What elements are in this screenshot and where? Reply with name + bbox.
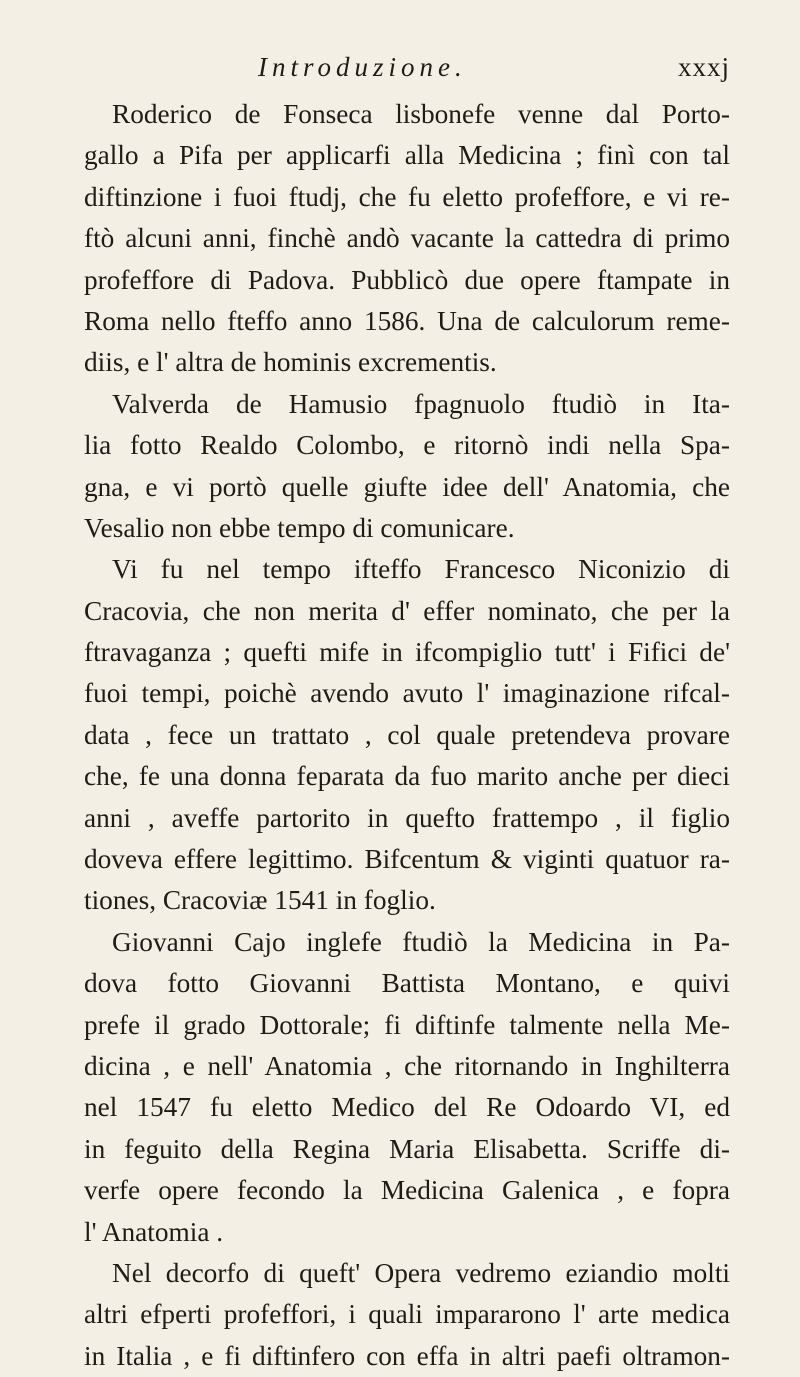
text-line: Vesalio non ebbe tempo di comunicare. bbox=[84, 512, 515, 543]
text-line: Vi fu nel tempo ifteffo Francesco Niconizio di bbox=[112, 554, 730, 585]
page-number: xxxj bbox=[677, 52, 730, 82]
text-line: diis, e l' altra de hominis excrementis. bbox=[84, 347, 497, 378]
text-line: verfe opere fecondo la Medicina Galenica , e fopra bbox=[84, 1175, 730, 1206]
text-line: in Italia , e fi diftinfero con effa in altri paefi oltramon- bbox=[84, 1340, 730, 1371]
text-line: fuoi tempi, poichè avendo avuto l' imaginazione rifcal- bbox=[84, 678, 730, 709]
body-text bbox=[84, 94, 730, 1377]
text-line: Roderico de Fonseca lisbonefe venne dal Porto- bbox=[112, 99, 730, 129]
running-head-title: Introduzione. bbox=[258, 52, 467, 82]
text-line: in feguito della Regina Maria Elisabetta. Scriffe di- bbox=[84, 1133, 730, 1164]
text-line: data , fece un trattato , col quale pretendeva provare bbox=[84, 719, 730, 750]
text-line: Valverda de Hamusio fpagnuolo ftudiò in Ita- bbox=[112, 388, 730, 419]
text-line: anni , aveffe partorito in quefto frattempo , il figlio bbox=[84, 802, 730, 833]
text-line: dova fotto Giovanni Battista Montano, e quivi bbox=[84, 968, 730, 999]
text-line: ftò alcuni anni, finchè andò vacante la cattedra di primo bbox=[84, 223, 730, 254]
text-line: nel 1547 fu eletto Medico del Re Odoardo VI, ed bbox=[84, 1092, 730, 1123]
text-line: Roma nello fteffo anno 1586. Una de calculorum reme- bbox=[84, 305, 730, 336]
text-line: Giovanni Cajo inglefe ftudiò la Medicina in Pa- bbox=[112, 926, 730, 957]
text-line: profeffore di Padova. Pubblicò due opere ftampate in bbox=[84, 264, 730, 295]
text-line: doveva effere legittimo. Bifcentum & viginti quatuor ra- bbox=[84, 844, 730, 875]
text-line: l' Anatomia . bbox=[84, 1216, 224, 1247]
text-line: ftravaganza ; quefti mife in ifcompiglio tutt' i Fifici de' bbox=[84, 637, 730, 668]
text-line: che, fe una donna feparata da fuo marito anche per dieci bbox=[84, 761, 730, 792]
text-line: lia fotto Realdo Colombo, e ritornò indi nella Spa- bbox=[84, 430, 730, 461]
text-line: prefe il grado Dottorale; fi diftinfe talmente nella Me- bbox=[84, 1009, 730, 1040]
text-line: gallo a Pifa per applicarfi alla Medicina ; finì con tal bbox=[84, 140, 730, 171]
text-line: gna, e vi portò quelle giufte idee dell' Anatomia, che bbox=[84, 471, 730, 502]
text-line: altri efperti profeffori, i quali impararono l' arte medica bbox=[84, 1299, 730, 1330]
text-line: dicina , e nell' Anatomia , che ritornando in Inghilterra bbox=[84, 1050, 730, 1081]
text-line: Cracovia, che non merita d' effer nominato, che per la bbox=[84, 595, 730, 626]
running-head bbox=[258, 52, 730, 92]
text-line: Nel decorfo di queft' Opera vedremo eziandio molti bbox=[112, 1257, 730, 1288]
text-line: diftinzione i fuoi ftudj, che fu eletto profeffore, e vi re- bbox=[84, 181, 730, 212]
text-line: tiones, Cracoviæ 1541 in foglio. bbox=[84, 885, 436, 916]
